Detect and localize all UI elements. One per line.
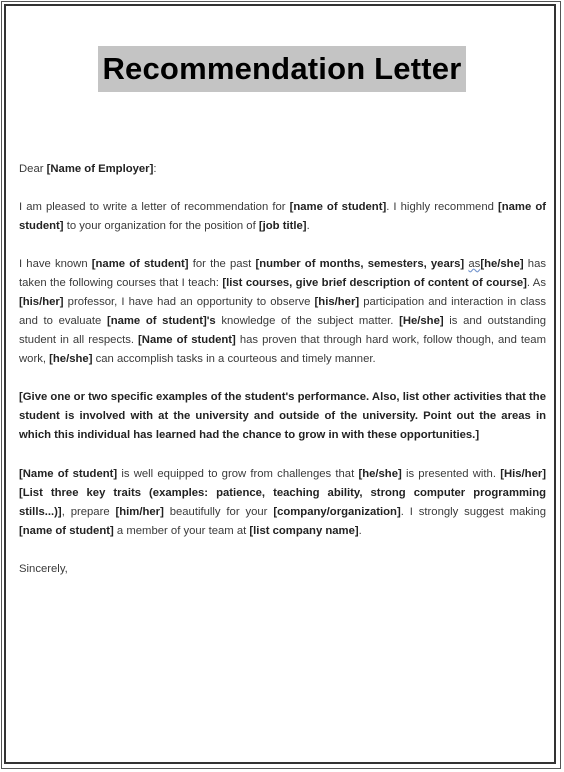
closing: Sincerely, [19, 563, 68, 575]
text: . As [526, 277, 546, 289]
greeting-prefix: Dear [19, 163, 47, 175]
text: to your organization for the position of [63, 220, 259, 232]
placeholder: [he/she] [358, 468, 402, 480]
title-container [0, 46, 564, 92]
placeholder: [name of student] [19, 201, 546, 232]
placeholder: [His/her] [500, 468, 547, 480]
spellcheck-word: as [468, 258, 481, 270]
text: has taken the following courses that I teach: [19, 258, 546, 289]
text: is presented with. [401, 468, 501, 480]
text: . I strongly suggest making [400, 506, 546, 518]
text: can accomplish tasks in a courteous and timely manner. [92, 353, 376, 365]
placeholder: [name of student] [91, 258, 189, 270]
text: I have known [19, 258, 92, 270]
placeholder: [list company name] [249, 525, 359, 537]
text: has proven that through hard work, follow though, and team work, [19, 334, 547, 365]
greeting [19, 160, 546, 179]
text: I am pleased to write a letter of recommendation for [19, 201, 290, 213]
text: is and outstanding student in all respects. [19, 315, 547, 346]
placeholder: [name of student]'s [106, 315, 216, 327]
text: for the past [188, 258, 256, 270]
placeholder: [he/she] [49, 353, 93, 365]
placeholder: [him/her] [115, 506, 164, 518]
letter-body [19, 160, 546, 579]
text: . [306, 220, 310, 232]
placeholder: [his/her] [314, 296, 360, 308]
text: , prepare [61, 506, 116, 518]
placeholder: [he/she] [480, 258, 524, 270]
placeholder: [number of months, semesters, years] [255, 258, 465, 270]
placeholder: [Name of student] [19, 468, 118, 480]
paragraph-traits [19, 465, 546, 541]
placeholder: [job title] [258, 220, 307, 232]
text: knowledge of the subject matter. [215, 315, 400, 327]
placeholder: [List three key traits (examples: patience, teaching ability, strong computer programming stills...)] [19, 487, 546, 518]
placeholder: [name of student] [19, 525, 114, 537]
text: . I highly recommend [386, 201, 498, 213]
greeting-suffix: : [153, 163, 157, 175]
text: beautifully for your [163, 506, 274, 518]
paragraph-examples: [Give one or two specific examples of the student's performance. Also, list other activities that the student is involved with at the university and outside of the university. Point out the areas in which this individual has learned had the chance to grow in with these opportunities.] [19, 391, 546, 441]
placeholder: [list courses, give brief description of content of course] [222, 277, 527, 289]
placeholder: [company/organization] [273, 506, 401, 518]
paragraph-intro [19, 198, 546, 236]
placeholder: [He/she] [399, 315, 444, 327]
employer-placeholder: [Name of Employer] [46, 163, 154, 175]
letter-title: Recommendation Letter [98, 46, 465, 92]
text: . [358, 525, 362, 537]
text: is well equipped to grow from challenges that [117, 468, 359, 480]
text: professor, I have had an opportunity to observe [63, 296, 315, 308]
text: a member of your team at [113, 525, 250, 537]
placeholder: [his/her] [19, 296, 64, 308]
placeholder: [Name of student] [138, 334, 236, 346]
text: participation and interaction in class and to evaluate [19, 296, 546, 327]
placeholder: [name of student] [289, 201, 387, 213]
paragraph-acquaintance [19, 255, 546, 369]
